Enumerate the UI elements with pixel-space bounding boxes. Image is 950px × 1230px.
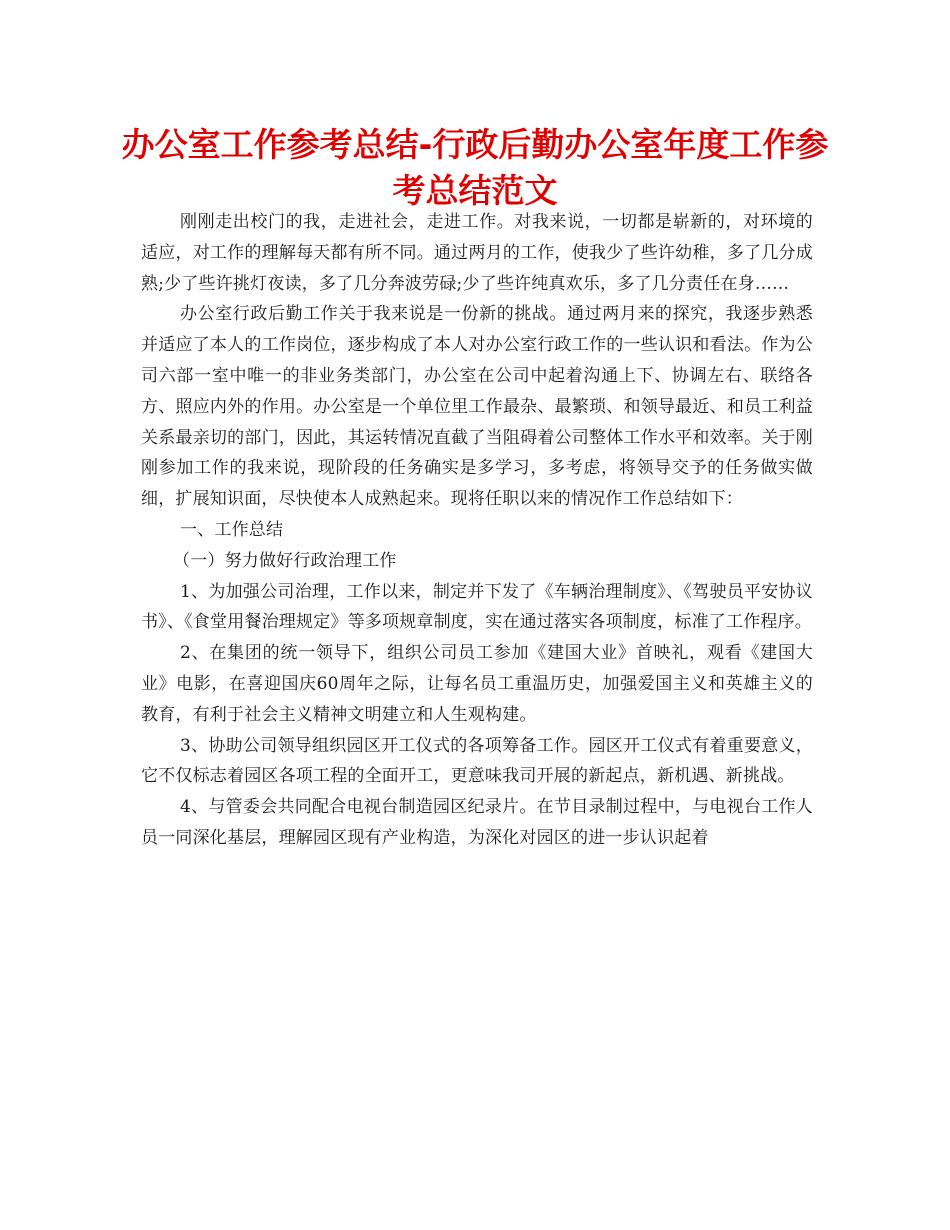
- document-body: [141, 207, 813, 854]
- list-item-3: 3、协助公司领导组织园区开工仪式的各项筹备工作。园区开工仪式有着重要意义，它不仅标志着园区各项工程的全面开工，更意味我司开展的新起点，新机遇、新挑战。: [141, 735, 813, 787]
- list-item-4: 4、与管委会共同配合电视台制造园区纪录片。在节目录制过程中，与电视台工作人员一同深化基层，理解园区现有产业构造，为深化对园区的进一步认识起着: [141, 797, 813, 848]
- section-heading: 一、工作总结: [180, 519, 284, 540]
- paragraph-overview: 办公室行政后勤工作关于我来说是一份新的挑战。通过两月来的探究，我逐步熟悉并适应了本人的工作岗位，逐步构成了本人对办公室行政工作的一些认识和看法。作为公司六部一室中唯一的非业务类部门，办公室在公司中起着沟通上下、协调左右、联络各方、照应内外的作用。办公室是一个单位里工作最杂、最繁琐、和领导最近、和员工利益关系最亲切的部门，因此，其运转情况直截了当阻碍着公司整体工作水平和效率。关于刚刚参加工作的我来说，现阶段的任务确实是多学习，多考虑，将领导交予的任务做实做细，扩展知识面，尽快使本人成熟起来。现将任职以来的情况作工作总结如下：: [141, 304, 813, 510]
- paragraph-intro: 刚刚走出校门的我，走进社会，走进工作。对我来说，一切都是崭新的，对环境的适应，对工作的理解每天都有所不同。通过两月的工作，使我少了些许幼稚，多了几分成熟;少了些许挑灯夜读，多了几分奔波劳碌;少了些许纯真欢乐，多了几分责任在身……: [141, 212, 813, 294]
- list-item-2: 2、在集团的统一领导下，组织公司员工参加《建国大业》首映礼，观看《建国大业》电影，在喜迎国庆60周年之际，让每名员工重温历史，加强爱国主义和英雄主义的教育，有利于社会主义精神文明建立和人生观构建。: [141, 643, 813, 725]
- subsection-heading: （一）努力做好行政治理工作: [173, 550, 397, 571]
- list-item-1: 1、为加强公司治理，工作以来，制定并下发了《车辆治理制度》、《驾驶员平安协议书》、《食堂用餐治理规定》等多项规章制度，实在通过落实各项制度，标准了工作程序。: [141, 581, 813, 633]
- document-title: 办公室工作参考总结-行政后勤办公室年度工作参考总结范文: [121, 125, 829, 210]
